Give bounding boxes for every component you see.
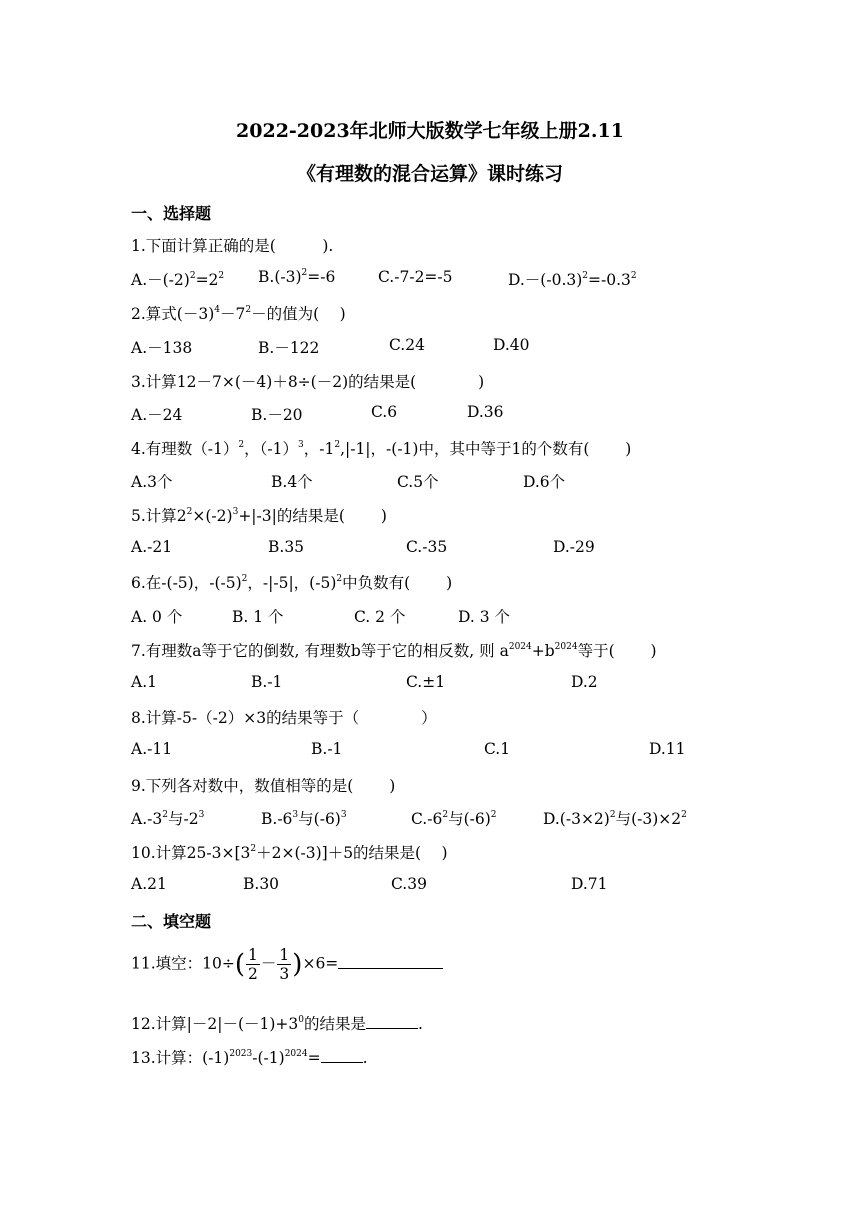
question-5-stem: 5.计算$2^2\times(-2)^3+|-3|$的结果是( ) — [131, 507, 387, 525]
question-2-option-c: C.24 — [389, 336, 425, 354]
question-4-option-c: C.5个 — [397, 473, 439, 491]
answer-blank-12 — [366, 1014, 418, 1029]
question-8-option-a: A.-11 — [131, 740, 173, 758]
question-8-option-b: B.-1 — [311, 740, 343, 758]
question-4-option-a: A.3个 — [131, 473, 173, 491]
question-7-option-d: D.2 — [571, 673, 598, 691]
question-1-option-d: $D.-(-0.3)^2=-0.3^2$ — [508, 271, 637, 289]
question-2-option-a: A.－138 — [131, 339, 193, 357]
question-9-option-c: $C.-6^2$与$(-6)^2$ — [411, 810, 497, 828]
question-4-stem: 4.有理数$(-1)^2$，$(-1)^3$，$-1^2,|-1|$，-(-1)中，其中等于1的个数有( ) — [131, 440, 632, 458]
question-1-stem: 1.下面计算正确的是( ). — [131, 237, 334, 255]
question-8-option-d: D.11 — [649, 740, 686, 758]
question-13-stem: 13.计算：$(-1)^{2023}-(-1)^{2024}=$ . — [131, 1049, 368, 1067]
question-9-stem: 9.下列各对数中，数值相等的是( ) — [131, 777, 396, 795]
question-11-stem: 11.填空：10÷( $\frac{1}{2}$ － $\frac{1}{3}$ )×6= — [131, 946, 443, 983]
section-choice-heading: 一、选择题 — [131, 204, 212, 223]
question-10-stem: 10.计算$25-3\times[3^2+2\times(-3)]+5$的结果是( ) — [131, 844, 448, 862]
question-2-option-d: D.40 — [493, 336, 530, 354]
fraction-one-third: $\frac{1}{3}$ — [279, 946, 290, 983]
question-2-stem: 2.算式$(-3)^4-7^2-$的值为( ) — [131, 305, 346, 323]
question-5-option-c: C.-35 — [406, 538, 448, 556]
question-9-option-a: $A.-3^2$与$-2^3$ — [131, 810, 205, 828]
section-fill-heading: 二、填空题 — [131, 912, 212, 931]
question-12-stem: 12.计算$|-2|-(-1)+3^0$的结果是 . — [131, 1015, 423, 1033]
question-1-option-c: C.-7-2=-5 — [378, 268, 453, 286]
question-10-option-c: C.39 — [391, 875, 427, 893]
answer-blank-13 — [321, 1048, 363, 1063]
question-9-option-d: $D.(-3\times 2)^2$与$(-3)\times 2^2$ — [543, 810, 687, 828]
question-1-option-b: $B.(-3)^2=-6$ — [258, 268, 336, 286]
question-7-option-c: C.±1 — [406, 673, 446, 691]
answer-blank-11 — [338, 954, 443, 969]
question-5-option-a: A.-21 — [131, 538, 173, 556]
question-9-option-b: $B.-6^3$与$(-6)^3$ — [261, 810, 347, 828]
title-line-2: 《有理数的混合运算》课时练习 — [296, 163, 563, 185]
question-7-option-a: A.1 — [131, 673, 157, 691]
title-line-1: 2022-2023年北师大版数学七年级上册2.11 — [236, 120, 624, 142]
question-6-option-b: B. 1 个 — [232, 608, 284, 626]
question-10-option-d: D.71 — [571, 875, 608, 893]
question-7-stem: 7.有理数a等于它的倒数, 有理数b等于它的相反数, 则 $a^{2024}+b^{2024}$等于( ) — [131, 642, 657, 660]
question-8-option-c: C.1 — [484, 740, 511, 758]
question-2-option-b: B.－122 — [258, 339, 320, 357]
question-6-option-c: C. 2 个 — [354, 608, 406, 626]
question-6-option-a: A. 0 个 — [131, 608, 183, 626]
fraction-one-half: $\frac{1}{2}$ — [248, 946, 258, 983]
question-7-option-b: B.-1 — [251, 673, 283, 691]
question-3-option-a: A.－24 — [131, 406, 183, 424]
question-4-option-b: B.4个 — [271, 473, 313, 491]
question-10-option-a: A.21 — [131, 875, 167, 893]
question-8-stem: 8.计算-5-（-2）×3的结果等于（ ） — [131, 709, 437, 727]
question-10-option-b: B.30 — [243, 875, 280, 893]
question-3-stem: 3.计算12－7×(－4)＋8÷(－2)的结果是( ) — [131, 373, 485, 391]
question-6-stem: 6.在-(-5)，$-(-5)^2$，-|-5|，$(-5)^2$中负数有( ) — [131, 574, 453, 592]
question-5-option-b: B.35 — [268, 538, 305, 556]
question-3-option-c: C.6 — [371, 403, 398, 421]
question-5-option-d: D.-29 — [553, 538, 595, 556]
question-4-option-d: D.6个 — [523, 473, 566, 491]
question-3-option-b: B.－20 — [251, 406, 303, 424]
question-3-option-d: D.36 — [467, 403, 504, 421]
question-6-option-d: D. 3 个 — [458, 608, 511, 626]
question-1-option-a: $A.-(-2)^2=2^2$ — [131, 271, 225, 289]
